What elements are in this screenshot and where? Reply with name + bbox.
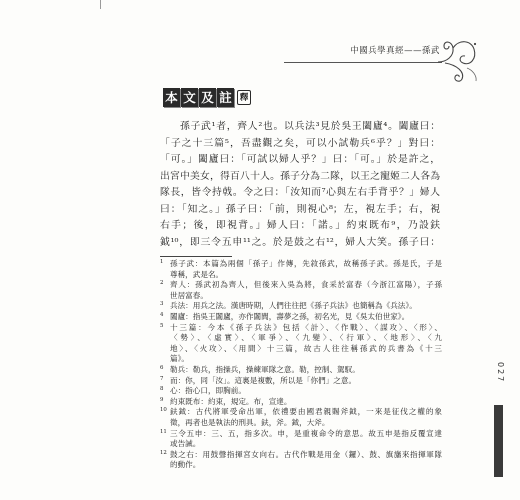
footnote-marker: 7 bbox=[160, 375, 164, 382]
main-text-line: 「子之十三篇⁵，吾盡觀之矣，可以小試勒兵⁶乎？」對曰： bbox=[160, 137, 440, 149]
footnote-line bbox=[160, 397, 442, 408]
footnote-line bbox=[160, 259, 442, 270]
footnote-line bbox=[160, 460, 442, 471]
footnote-item bbox=[160, 312, 442, 323]
footnote-line bbox=[160, 418, 442, 429]
footnote-text: 三令五申：三、五，指多次。申，是重複命令的意思。故五申是指反覆宣達 bbox=[170, 428, 442, 438]
main-text-line: 右手；後，即視背。」婦人曰：「諾。」約束既布⁹，乃設鈇 bbox=[160, 220, 440, 231]
footnote-marker: 1 bbox=[160, 259, 164, 265]
footnote-item bbox=[160, 407, 442, 428]
footnote-text: 勒兵：勒兵，指操兵，操練軍隊之意。勒，控制、駕馭。 bbox=[170, 364, 360, 374]
footnote-text: 鈇鉞：古代將軍受命出軍，依禮要由國君親賜斧鉞，一來是征伐之權的象 bbox=[170, 407, 442, 417]
page-number: 027 bbox=[496, 362, 505, 384]
footnote-line bbox=[160, 323, 442, 334]
footnote-item bbox=[160, 301, 442, 312]
crop-mark bbox=[100, 0, 101, 9]
section-heading-char: 註 bbox=[217, 88, 234, 107]
footnote-marker: 2 bbox=[160, 280, 164, 287]
scroll-ornament-icon bbox=[437, 34, 481, 84]
footnote-text: 而：你，同「汝」。這裏是複數，所以是「你們」之意。 bbox=[170, 375, 357, 385]
footnote-text: 兵法：用兵之法。漢唐時期，人們往往把《孫子兵法》也簡稱為《兵法》。 bbox=[170, 301, 417, 311]
footnote-line bbox=[160, 365, 442, 376]
running-title: 中國兵學真經——孫武 bbox=[350, 45, 440, 55]
main-text-line: 出宮中美女，得百八十人。孫子分為二隊，以王之寵姬二人各為 bbox=[160, 170, 440, 182]
footnote-item bbox=[160, 376, 442, 387]
footnote-line bbox=[160, 439, 442, 450]
main-text-line: 孫子武¹者，齊人²也。以兵法³見於吳王闔廬⁴。闔廬曰： bbox=[180, 121, 440, 132]
footnote-text: 闔廬：指吳王闔廬，亦作闔閭，壽夢之孫，初名光，見《吳太伯世家》。 bbox=[170, 311, 410, 321]
footnote-item bbox=[160, 429, 442, 450]
footnote-text: 心：指心口，即胸前。 bbox=[170, 386, 246, 396]
footnote-text: 徵，再者也是執法的刑具。鈇，斧。鉞，大斧。 bbox=[170, 417, 330, 427]
footnote-marker: 12 bbox=[160, 449, 167, 456]
footnote-marker: 8 bbox=[160, 386, 164, 393]
footnote-text: 世居富春。 bbox=[170, 290, 208, 300]
footnote-text: 〈勢〉、〈虛實〉、〈軍爭〉、〈九變〉、〈行軍〉、〈地形〉、〈九 bbox=[170, 333, 442, 343]
footnote-item bbox=[160, 450, 442, 471]
footnote-text: 約束既布：約束，規定。布，宣達。 bbox=[170, 396, 292, 406]
footnote-line bbox=[160, 312, 442, 323]
main-text-line: 隊長，皆令持戟。令之曰：「汝知而⁷心與左右手背乎？」婦人 bbox=[160, 187, 440, 198]
footnote-line bbox=[160, 376, 442, 387]
footnote-item bbox=[160, 280, 442, 301]
footnote-text: 篇》。 bbox=[170, 354, 189, 364]
footnote-text: 或告誡。 bbox=[170, 439, 201, 449]
footnote-marker: 5 bbox=[160, 322, 164, 329]
footnote-marker: 10 bbox=[160, 407, 167, 414]
footnote-line bbox=[160, 280, 442, 291]
footnote-text: 地〉、〈火攻〉、〈用間〉十三篇，故古人往往稱孫武的兵書為《十三 bbox=[170, 343, 442, 353]
footnote-item bbox=[160, 259, 442, 280]
section-heading-char: 釋 bbox=[237, 90, 251, 105]
footnote-item bbox=[160, 397, 442, 408]
main-text-line: 鉞¹⁰，即三令五申¹¹之。於是鼓之右¹²，婦人大笑。孫子曰： bbox=[160, 236, 440, 248]
footnote-line bbox=[160, 450, 442, 461]
section-heading-char: 本 bbox=[163, 88, 180, 107]
footnote-line bbox=[160, 429, 442, 440]
footnote-marker: 11 bbox=[160, 428, 167, 435]
footnote-line bbox=[160, 333, 442, 344]
footnote-text: 孫子武：本篇為兩個「孫子」作傳，先敘孫武，故稱孫子武。孫是氏，子是 bbox=[170, 259, 442, 268]
section-heading-char: 文 bbox=[181, 88, 198, 107]
footnote-item bbox=[160, 365, 442, 376]
main-text bbox=[160, 119, 440, 251]
footnote-text: 齊人：孫武初為齊人，但後來入吳為將，食采於富春（今浙江富陽），子孫 bbox=[170, 280, 442, 290]
footnote-marker: 6 bbox=[160, 364, 164, 371]
footnote-item bbox=[160, 386, 442, 397]
footnote-line bbox=[160, 301, 442, 312]
main-text-line: 曰：「知之。」孫子曰：「前，則視心⁸；左，視左手；右，視 bbox=[160, 203, 440, 215]
footnote-line bbox=[160, 344, 442, 355]
header-rule bbox=[284, 62, 442, 63]
footnote-line bbox=[160, 407, 442, 418]
footnote-line bbox=[160, 354, 442, 365]
footnote-text: 的動作。 bbox=[170, 460, 201, 470]
section-heading bbox=[163, 86, 251, 108]
footnote-separator bbox=[160, 256, 232, 257]
footnote-marker: 3 bbox=[160, 301, 164, 308]
footnote-line bbox=[160, 386, 442, 397]
footnote-text: 尊稱，武是名。 bbox=[170, 269, 224, 279]
footnotes bbox=[160, 259, 442, 471]
footnote-text: 十三篇：今本《孫子兵法》包括〈計〉、〈作戰〉、〈謀攻〉、〈形〉、 bbox=[170, 322, 442, 332]
footnote-line bbox=[160, 291, 442, 302]
footnote-marker: 4 bbox=[160, 311, 164, 318]
footnote-text: 鼓之右：用鼓聲指揮宮女向右。古代作戰是用金（鑼）、鼓、旗旛來指揮軍隊 bbox=[170, 449, 442, 459]
footnote-marker: 9 bbox=[160, 396, 164, 403]
thumb-tab bbox=[494, 405, 503, 477]
main-text-line: 「可。」闔廬曰：「可試以婦人乎？」曰：「可。」於是許之， bbox=[160, 154, 440, 165]
footnote-line bbox=[160, 270, 442, 281]
footnote-item bbox=[160, 323, 442, 365]
section-heading-char: 及 bbox=[199, 88, 216, 107]
